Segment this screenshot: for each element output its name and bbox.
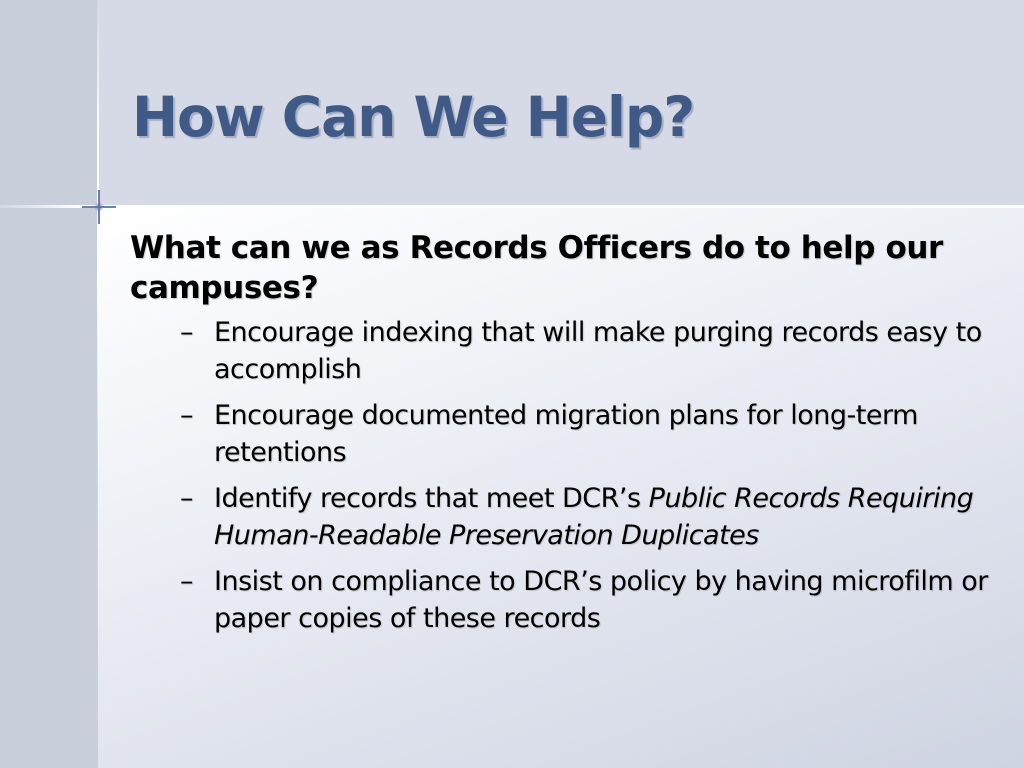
dash-marker: – [180,483,193,514]
cross-glint-icon [82,190,116,224]
dash-marker: – [180,400,193,431]
bullet-text: Encourage documented migration plans for long-term retentions [214,400,918,468]
list-item [130,480,1010,554]
list-item [130,563,1010,637]
bullet-list [130,314,1010,637]
dash-marker: – [180,317,193,348]
vertical-divider [97,0,99,768]
dash-marker: – [180,566,193,597]
bullet-text: Encourage indexing that will make purging records easy to accomplish [214,317,982,385]
list-item [130,314,1010,388]
bullet-text: Insist on compliance to DCR’s policy by having microfilm or paper copies of these records [214,566,988,634]
slide-title: How Can We Help? [132,85,695,149]
bullet-emphasis: Public Records Requiring Human-Readable Preservation Duplicates [214,483,974,551]
bullet-text: Identify records that meet DCR’s [214,483,649,514]
left-band [0,0,98,768]
horizontal-divider [0,205,1024,208]
slide-content [130,228,1010,646]
lead-paragraph: What can we as Records Officers do to help our campuses? [130,230,943,306]
list-item [130,397,1010,471]
